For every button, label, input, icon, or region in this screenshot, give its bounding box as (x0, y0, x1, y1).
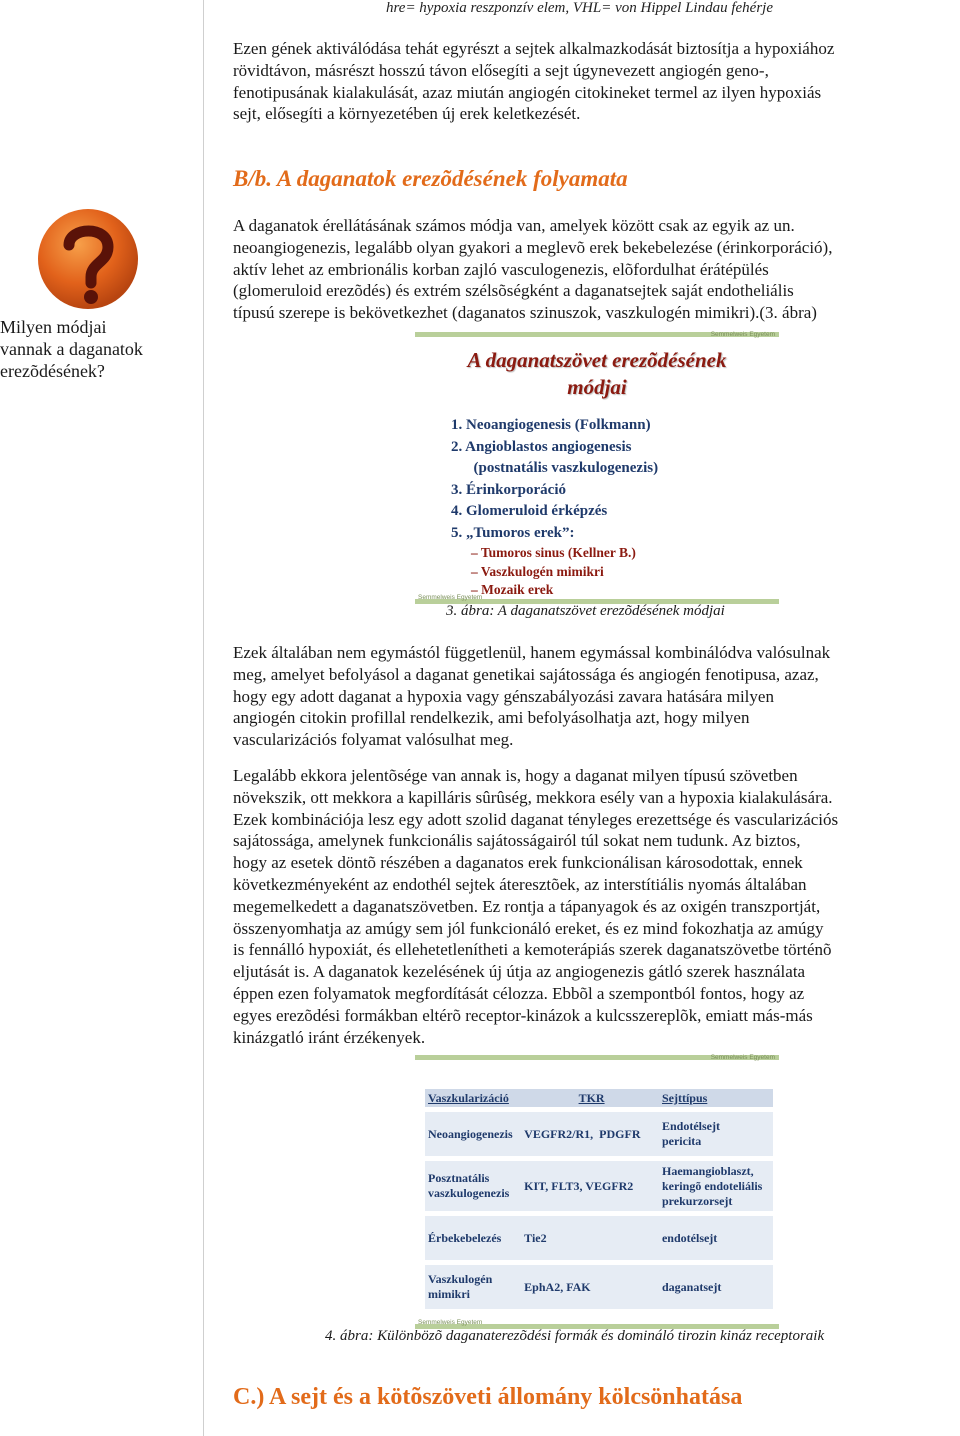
text-line: rövidtávon, másrészt hosszú távon elősegíti a sejt úgynevezett angiogén geno-, (233, 60, 769, 80)
table-row (425, 1216, 773, 1260)
text-line: (glomeruloid erezõdés) és extrém szélsõségként a daganatsejtek saját endotheliális (233, 281, 794, 301)
sub-list-item: – Tumoros sinus (Kellner B.) (471, 545, 636, 560)
slide-header-bar (415, 332, 779, 337)
text-line: összenyomhatja az amúgy sem jól funkcionáló ereket, és ez mind fokozhatja az amúgy (233, 918, 824, 938)
watermark-text: Semmelweis Egyetem (418, 594, 483, 601)
figure-3-caption: 3. ábra: A daganatszövet erezõdésének módjai (446, 603, 725, 619)
table-cell: KIT, FLT3, VEGFR2 (524, 1178, 634, 1193)
watermark-text: Semmelweis Egyetem (418, 1319, 483, 1326)
text-line: Ezek általában nem egymástól függetlenül, hanem egymással kombinálódva valósulnak (233, 643, 831, 662)
text-line: angiogén citokin profillal rendelkezik, ami befolyásolhatja azt, hogy milyen (233, 708, 750, 728)
paragraph-2 (233, 215, 832, 324)
text-line: Legalább ekkora jelentõsége van annak is, hogy a daganat milyen típusú szövetben (233, 766, 798, 785)
table-cell: endotélsejt (661, 1230, 718, 1245)
slide-title (415, 347, 779, 401)
table-row (425, 1265, 773, 1309)
text-line: vascularizációs folyamat valósulhat meg. (233, 730, 514, 750)
paragraph-1 (233, 38, 834, 125)
table-cell: Endotélsejt pericita (661, 1119, 720, 1148)
table-cell: Posztnatális vaszkulogenezis (428, 1171, 510, 1200)
text-line: Ezek kombinációja lesz egy adott szolid daganat tényleges erezettsége és vascularizációs (233, 809, 839, 829)
table-cell: Neoangiogenezis (428, 1126, 513, 1141)
list-item: 5. „Tumoros erek”: (451, 524, 575, 541)
header-cell: Sejttípus (661, 1090, 708, 1105)
title-line: módjai (567, 375, 627, 399)
text-line: Milyen módjai (0, 317, 107, 337)
title-line: A daganatszövet erezõdésének (467, 348, 727, 372)
text-line: típusú szerepe is bekövetkezhet (daganatos szinuszok, vaszkulogén mimikri).(3. ábra) (233, 303, 817, 323)
figure-4-caption: 4. ábra: Különbözõ daganaterezõdési formák és domináló tirozin kináz receptoraik (325, 1328, 825, 1344)
slide-header-bar (415, 1055, 779, 1060)
text-line: éppen ezen folyamatok megfordítását célozza. Ebbõl a szempontból fontos, hogy az (233, 983, 805, 1003)
section-heading-c: C.) A sejt és a kötõszöveti állomány kölcsönhatása (233, 1384, 743, 1410)
header-cell: Vaszkularizáció (428, 1090, 509, 1105)
table-cell: Érbekebelezés (428, 1230, 502, 1245)
text-line: hogy egy adott daganat a hypoxia vagy génszabályozási zavara hatására milyen (233, 686, 774, 706)
text-line: növekszik, ott mekkora a kapilláris sûrûség, mekkora esély van a hypoxia kialakulására. (233, 787, 833, 807)
text-line: kinázgatló iránt érzékenyek. (233, 1027, 426, 1047)
table-cell: Haemangioblaszt, keringõ endoteliális prekurzorsejt (661, 1163, 763, 1208)
table-row (425, 1112, 773, 1156)
text-line: sajátossága, amelynek funkcionális sajátosságairól túl sokat nem tudunk. Az biztos, (233, 831, 801, 851)
text-line: hogy az esetek döntõ részében a daganatos erek funkcionálisan károsodottak, ennek (233, 853, 803, 873)
margin-divider (203, 0, 204, 1436)
sub-list-item: – Vaszkulogén mimikri (471, 563, 604, 579)
list-item: 1. Neoangiogenesis (Folkmann) (451, 417, 651, 433)
table-cell: Vaszkulogén mimikri (428, 1272, 493, 1301)
figure-3-slide (415, 332, 779, 604)
table-cell: EphA2, FAK (524, 1279, 591, 1294)
list-item: 2. Angioblastos angiogenesis (451, 438, 632, 455)
top-footnote: hre= hypoxia reszponzív elem, VHL= von Hippel Lindau fehérje (386, 0, 773, 16)
watermark-text: Semmelweis Egyetem (710, 1054, 775, 1061)
text-line: A daganatok érellátásának számos módja van, amelyek között csak az egyik az un. (233, 216, 795, 235)
table-cell: Tie2 (524, 1230, 547, 1245)
table-row (425, 1161, 773, 1211)
list-item: 3. Érinkorporáció (451, 481, 566, 498)
header-cell: TKR (578, 1090, 605, 1105)
sub-list-item: – Mozaik erek (471, 582, 554, 597)
text-line: fenotipusának kialakulását, azaz miután angiogén citokineket termel az ilyen hypoxiás (233, 82, 822, 102)
table-header-row (425, 1089, 773, 1107)
text-line: erezõdésének? (0, 361, 105, 381)
text-line: eljutását is. A daganatok kezelésének új útja az angiogenezis gátló szerek használata (233, 962, 806, 982)
text-line: aktív lehet az embrionális korban zajló vasculogenezis, elõfordulhat érátépülés (233, 259, 769, 279)
list-item: 4. Glomeruloid érképzés (451, 503, 608, 519)
text-line: következményeként az endothél sejtek áteresztõek, az interstítiális nyomás általában (233, 874, 807, 894)
text-line: sejt, elősegíti a környezetében új erek keletkezését. (233, 104, 581, 124)
text-line: vannak a daganatok (0, 339, 143, 359)
paragraph-3 (233, 642, 830, 751)
text-line: megemelkedett a daganatszövetben. Ez rontja a tápanyagok és az oxigén transzportját, (233, 896, 821, 916)
text-line: Ezen gének aktiválódása tehát egyrészt a sejtek alkalmazkodását biztosítja a hypoxiához (233, 39, 835, 58)
question-mark-icon (36, 207, 140, 313)
side-question (0, 316, 200, 382)
watermark-text: Semmelweis Egyetem (710, 331, 775, 338)
slide-list (451, 415, 779, 600)
table-cell: daganatsejt (661, 1279, 722, 1294)
list-item: (postnatális vaszkulogenezis) (451, 460, 659, 476)
tkr-table (425, 1089, 773, 1309)
paragraph-4 (233, 765, 838, 1048)
text-line: egyes erezõdési formákban eltérõ receptor-kinázok a kulcsszereplõk, emiatt más-más (233, 1005, 813, 1025)
sub-list (471, 544, 779, 600)
table-cell: VEGFR2/R1, PDGFR (524, 1126, 641, 1141)
text-line: meg, amelyet befolyásol a daganat genetikai sajátossága és angiogén fenotipusa, azaz, (233, 664, 819, 684)
text-line: is fennálló hypoxiát, és ellehetetlenítheti a kemoterápiás szerek daganatszövetbe történõ (233, 940, 832, 960)
text-line: neoangiogenezis, legalább olyan gyakori a meglevõ erek bekebelezése (érinkorporáció), (233, 237, 833, 257)
section-heading-b: B/b. A daganatok erezõdésének folyamata (233, 166, 628, 191)
